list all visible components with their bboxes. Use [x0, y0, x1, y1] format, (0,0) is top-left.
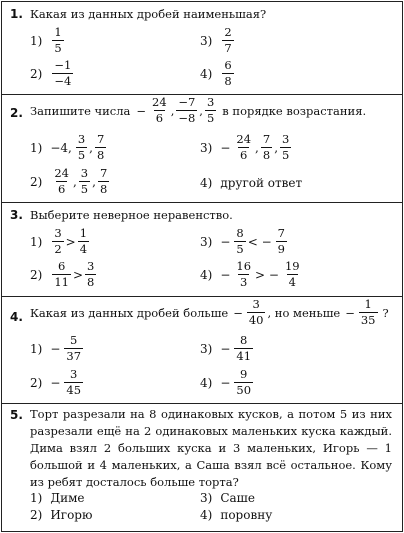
option-number: 2): [30, 375, 43, 390]
option-text: Саше: [220, 491, 255, 505]
question-text: Запишите числа − $\frac{24}{6}$ , $\frac{-7}{-8}$ , $\frac{3}{5}$ в порядке возрастания.: [30, 95, 367, 125]
section-divider: [2, 94, 402, 95]
question-text: Выберите неверное неравенство.: [30, 208, 233, 222]
question-text-part: , но меньше: [267, 305, 341, 320]
minus-sign: −: [136, 103, 147, 118]
option-number: 3): [200, 234, 213, 249]
fraction-denominator: 8: [262, 147, 271, 162]
fraction-denominator: −8: [178, 110, 196, 125]
fraction: [52, 228, 63, 255]
fraction: [261, 134, 272, 161]
fraction: [222, 60, 233, 87]
fraction-numerator: 24: [54, 166, 69, 180]
fraction: [150, 97, 169, 124]
fraction-numerator: 2: [224, 25, 232, 39]
fraction-numerator: 3: [282, 132, 290, 146]
minus-sign: −: [220, 234, 231, 249]
question-number: 2.: [10, 106, 23, 120]
section-divider: [2, 202, 402, 203]
option-number: 2): [30, 174, 43, 189]
fraction-denominator: 40: [248, 312, 264, 327]
minus-sign: −: [345, 305, 355, 320]
fraction-denominator: 5: [206, 110, 215, 125]
answer-option: [30, 60, 75, 87]
answer-option: 1) −4, $\frac{3}{5}$ , $\frac{7}{8}$: [30, 132, 105, 162]
option-number: 4): [200, 176, 213, 190]
question-number: 5.: [10, 408, 23, 422]
fraction: [280, 134, 291, 161]
answer-option: [200, 369, 255, 396]
fraction-denominator: 8: [97, 147, 105, 162]
fraction-denominator: 37: [66, 348, 82, 363]
fraction-denominator: 8: [224, 73, 232, 88]
fraction: [64, 369, 83, 396]
fraction-numerator: 3: [87, 259, 95, 273]
fraction-denominator: 11: [54, 274, 69, 289]
fraction-denominator: 5: [282, 147, 290, 162]
fraction-numerator: 19: [284, 259, 300, 273]
fraction-numerator: 3: [54, 226, 62, 240]
fraction-numerator: 3: [80, 166, 89, 180]
fraction-numerator: 7: [99, 166, 108, 180]
answer-option: [200, 27, 236, 54]
fraction-denominator: 50: [236, 382, 252, 397]
question-text-part: Какая из данных дробей больше: [30, 305, 229, 320]
minus-sign: −: [220, 267, 231, 282]
answer-option: [200, 60, 236, 87]
fraction-numerator: 3: [77, 132, 86, 146]
answer-option: [30, 369, 85, 396]
fraction: [205, 97, 216, 124]
fraction: [76, 134, 87, 161]
fraction-numerator: 6: [224, 58, 232, 72]
fraction-denominator: 3: [240, 274, 248, 289]
question-text-part: в порядке возрастания.: [222, 103, 367, 118]
fraction-numerator: 6: [57, 259, 66, 273]
fraction-numerator: 8: [240, 333, 248, 347]
question-text: Какая из данных дробей наименьшая?: [30, 7, 267, 21]
fraction-denominator: 6: [240, 147, 248, 162]
fraction: [79, 168, 90, 195]
minus-sign: −: [220, 140, 231, 155]
section-divider: [2, 296, 402, 297]
answer-option: [200, 508, 272, 522]
fraction-numerator: 3: [252, 297, 260, 311]
option-number: 1): [30, 33, 43, 48]
fraction-denominator: 4: [79, 241, 88, 256]
option-text: Диме: [50, 491, 85, 505]
fraction: [85, 261, 96, 288]
minus-sign: −: [50, 341, 61, 356]
option-number: 4): [200, 375, 213, 390]
option-number: 4): [200, 508, 213, 522]
fraction: [52, 261, 71, 288]
fraction-numerator: 5: [70, 333, 78, 347]
option-number: 1): [30, 491, 43, 505]
fraction-numerator: 7: [277, 226, 285, 240]
fraction-numerator: 3: [70, 367, 78, 381]
fraction: [283, 261, 302, 288]
fraction: [78, 228, 89, 255]
fraction: [359, 299, 378, 326]
fraction-denominator: 41: [236, 348, 252, 363]
option-number: 3): [200, 33, 213, 48]
inequality-sign: >: [72, 267, 84, 282]
question-number: 4.: [10, 310, 23, 324]
fraction-numerator: −1: [54, 58, 72, 72]
answer-option: [30, 335, 85, 362]
option-number: 2): [30, 267, 43, 282]
option-text: другой ответ: [220, 176, 303, 190]
option-number: 1): [30, 140, 43, 155]
inequality-sign: > −: [255, 267, 279, 282]
fraction-denominator: −4: [54, 73, 72, 88]
question-text-part: ?: [382, 305, 389, 320]
fraction: [234, 134, 253, 161]
option-number: 2): [30, 508, 43, 522]
answer-option: 2) $\frac{24}{6}$ , $\frac{3}{5}$ , $\frac{7}{8}$: [30, 166, 108, 196]
option-number: 3): [200, 491, 213, 505]
option-number: 3): [200, 140, 213, 155]
fraction-numerator: 1: [364, 297, 372, 311]
fraction-numerator: 1: [54, 25, 62, 39]
option-number: 1): [30, 234, 43, 249]
fraction-denominator: 6: [57, 181, 66, 196]
minus-sign: −: [233, 305, 243, 320]
fraction-denominator: 4: [288, 274, 296, 289]
fraction-denominator: 6: [155, 110, 164, 125]
fraction: [52, 27, 63, 54]
fraction-denominator: 9: [277, 241, 285, 256]
fraction-numerator: 16: [236, 259, 252, 273]
fraction-numerator: 24: [236, 132, 252, 146]
inequality-sign: < −: [247, 234, 272, 249]
option-number: 1): [30, 341, 43, 356]
question-number: 3.: [10, 208, 23, 222]
fraction: [176, 97, 197, 124]
answer-option: [200, 228, 289, 255]
fraction: [247, 299, 266, 326]
fraction-denominator: 5: [80, 181, 89, 196]
answer-option: 3) − $\frac{24}{6}$ , $\frac{7}{8}$ , $\frac{3}{5}$: [200, 132, 290, 162]
fraction-numerator: 3: [206, 95, 215, 109]
number-value: −4,: [50, 140, 72, 155]
fraction-denominator: 2: [54, 241, 62, 256]
option-number: 3): [200, 341, 213, 356]
fraction-numerator: −7: [178, 95, 196, 109]
fraction: [52, 60, 73, 87]
option-text: Игорю: [50, 508, 93, 522]
fraction-numerator: 9: [240, 367, 248, 381]
question-text: [30, 299, 389, 326]
fraction-denominator: 5: [77, 147, 86, 162]
fraction-denominator: 5: [54, 40, 62, 55]
option-text: поровну: [220, 508, 273, 522]
fraction: [95, 134, 106, 161]
question-number: 1.: [10, 7, 23, 21]
question-text-part: Запишите числа: [30, 103, 131, 118]
fraction: [276, 228, 287, 255]
fraction-denominator: 35: [360, 312, 376, 327]
fraction-denominator: 8: [87, 274, 95, 289]
fraction: [98, 168, 109, 195]
answer-option: [200, 491, 255, 505]
option-number: 2): [30, 66, 43, 81]
fraction: [64, 335, 83, 362]
fraction-denominator: 8: [99, 181, 108, 196]
answer-option: [200, 176, 302, 190]
fraction-numerator: 1: [79, 226, 88, 240]
fraction-numerator: 7: [262, 132, 271, 146]
fraction: [234, 228, 245, 255]
answer-option: [30, 261, 98, 288]
question-text: Торт разрезали на 8 одинаковых кусков, а потом 5 из них разрезали ещё на 2 одинаковых маленьких куска каждый. Дима взял 2 больших куска и 3 маленьких, Игорь — 1 большой и 4 маленьких, а Саша взял всё остальное. Кому из ребят досталось больше торта?: [30, 407, 392, 489]
answer-option: [30, 491, 85, 505]
fraction: [234, 369, 253, 396]
fraction-numerator: 7: [97, 132, 105, 146]
inequality-sign: >: [65, 234, 76, 249]
option-number: 4): [200, 66, 213, 81]
answer-option: [30, 508, 92, 522]
minus-sign: −: [220, 341, 231, 356]
answer-option: [200, 261, 304, 288]
option-number: 4): [200, 267, 213, 282]
section-divider: [2, 403, 402, 404]
fraction: [234, 335, 253, 362]
fraction-denominator: 7: [224, 40, 232, 55]
minus-sign: −: [50, 375, 61, 390]
answer-option: [200, 335, 255, 362]
fraction: [234, 261, 253, 288]
fraction-denominator: 5: [236, 241, 244, 256]
fraction: [222, 27, 233, 54]
fraction: [52, 168, 71, 195]
minus-sign: −: [220, 375, 231, 390]
fraction-numerator: 8: [236, 226, 244, 240]
answer-option: [30, 228, 91, 255]
answer-option: [30, 27, 66, 54]
fraction-denominator: 45: [66, 382, 82, 397]
fraction-numerator: 24: [152, 95, 167, 109]
